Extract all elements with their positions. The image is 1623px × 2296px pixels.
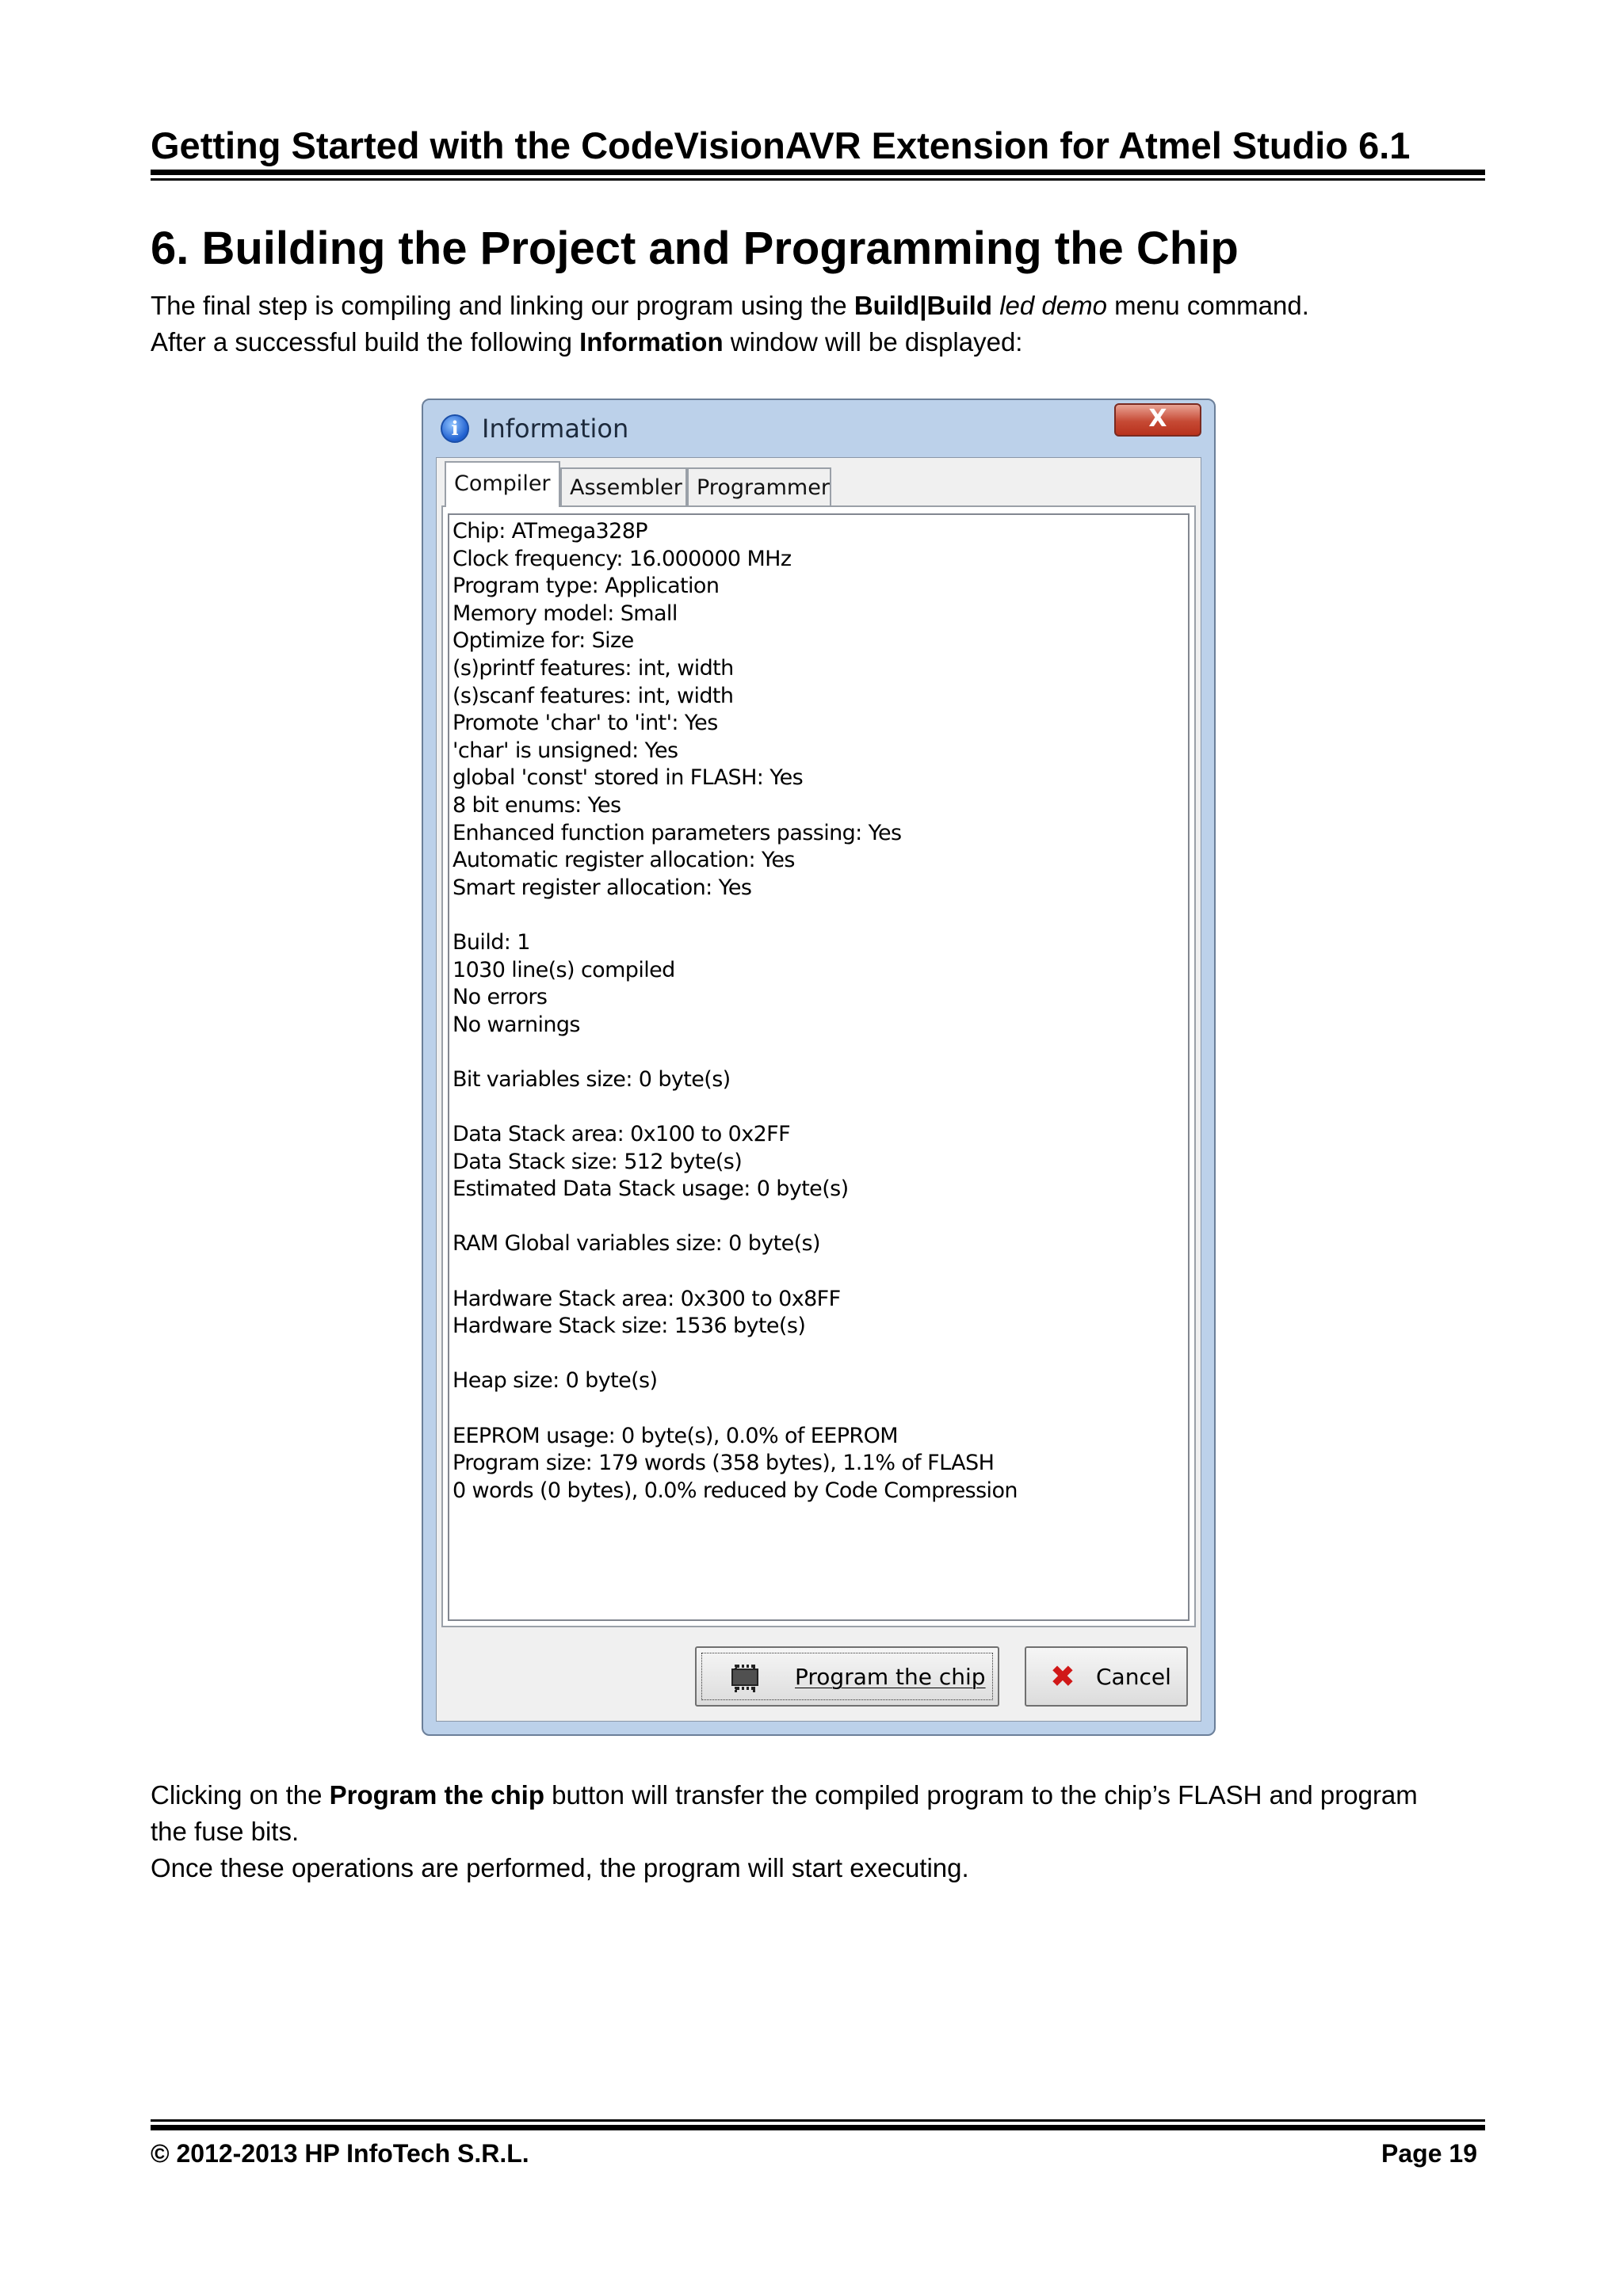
dialog-titlebar[interactable] [423, 400, 1214, 456]
footer-copyright: © 2012-2013 HP InfoTech S.R.L. [151, 2139, 529, 2168]
dialog-body [436, 457, 1201, 1722]
footer-page-number: Page 19 [1381, 2139, 1477, 2168]
build-info-line: 'char' is unsigned: Yes [453, 738, 678, 763]
program-chip-label: Program the chip [795, 1664, 986, 1690]
cancel-x-icon: ✖ [1050, 1659, 1075, 1694]
build-info-line: 8 bit enums: Yes [453, 792, 621, 818]
build-info-line: Smart register allocation: Yes [453, 875, 752, 900]
build-info-line: Estimated Data Stack usage: 0 byte(s) [453, 1177, 849, 1202]
build-info-line: Optimize for: Size [453, 628, 634, 654]
tab-compiler[interactable]: Compiler [445, 461, 560, 507]
close-button[interactable]: X [1114, 403, 1201, 437]
build-info-line [453, 1039, 1185, 1066]
cancel-button[interactable] [1025, 1646, 1188, 1707]
intro-line-1: The final step is compiling and linking our program using the Build|Build led demo menu command. [151, 291, 1309, 320]
program-chip-button[interactable] [695, 1646, 999, 1707]
build-info-line: 1030 line(s) compiled [453, 957, 675, 982]
outro-paragraph [151, 1777, 1490, 1886]
build-info-line: Program size: 179 words (358 bytes), 1.1% of FLASH [453, 1451, 995, 1476]
build-info-textbox[interactable] [448, 513, 1190, 1621]
build-info-line: Promote 'char' to 'int': Yes [453, 711, 718, 736]
build-info-line: EEPROM usage: 0 byte(s), 0.0% of EEPROM [453, 1423, 898, 1448]
footer-rule [151, 2119, 1485, 2122]
section-title: 6. Building the Project and Programming the Chip [151, 223, 1239, 274]
build-info-line: Chip: ATmega328P [453, 519, 647, 543]
tab-assembler[interactable]: Assembler [560, 467, 687, 507]
build-info-line [453, 902, 1185, 929]
build-info-line: Memory model: Small [453, 601, 678, 626]
footer-rule-thick [151, 2125, 1485, 2130]
build-info-line [453, 1203, 1185, 1231]
build-info-line: Data Stack size: 512 byte(s) [453, 1149, 743, 1174]
build-info-line: Bit variables size: 0 byte(s) [453, 1066, 731, 1092]
build-info-line: No errors [453, 985, 548, 1010]
build-info-line: global 'const' stored in FLASH: Yes [453, 765, 804, 791]
intro-line-2: After a successful build the following Information window will be displayed: [151, 327, 1023, 357]
build-info-line: No warnings [453, 1012, 580, 1037]
header-rule [151, 170, 1485, 175]
build-info-line: Heap size: 0 byte(s) [453, 1368, 658, 1394]
information-dialog [422, 399, 1216, 1736]
cancel-label: Cancel [1096, 1664, 1171, 1690]
build-info-line: Program type: Application [453, 574, 720, 599]
build-info-line: 0 words (0 bytes), 0.0% reduced by Code Compression [453, 1478, 1018, 1503]
build-info-line [453, 1093, 1185, 1121]
outro-line-3: Once these operations are performed, the program will start executing. [151, 1853, 969, 1882]
compiler-tab-panel [441, 505, 1196, 1627]
outro-line-1: Clicking on the Program the chip button will transfer the compiled program to the chip’s FLASH and program [151, 1780, 1418, 1810]
info-icon: i [441, 414, 469, 443]
build-info-line: Build: 1 [453, 929, 530, 955]
build-info-line: (s)scanf features: int, width [453, 683, 734, 708]
build-info-line: Hardware Stack size: 1536 byte(s) [453, 1314, 806, 1339]
build-info-line: Enhanced function parameters passing: Yes [453, 820, 902, 845]
dialog-title: Information [482, 414, 629, 444]
build-info-line: Automatic register allocation: Yes [453, 848, 795, 873]
intro-paragraph [151, 288, 1490, 360]
chip-icon [731, 1669, 758, 1686]
document-header-title: Getting Started with the CodeVisionAVR Extension for Atmel Studio 6.1 [151, 124, 1411, 166]
build-info-line: Clock frequency: 16.000000 MHz [453, 546, 792, 571]
outro-line-2: the fuse bits. [151, 1817, 300, 1846]
build-info-line: Hardware Stack area: 0x300 to 0x8FF [453, 1286, 841, 1311]
header-rule-thin [151, 178, 1485, 181]
build-info-line: RAM Global variables size: 0 byte(s) [453, 1231, 820, 1257]
build-info-line [453, 1395, 1185, 1423]
build-info-line [453, 1258, 1185, 1286]
build-info-line: (s)printf features: int, width [453, 655, 734, 681]
build-info-line [453, 1341, 1185, 1368]
tab-programmer[interactable]: Programmer [687, 467, 831, 507]
build-info-line: Data Stack area: 0x100 to 0x2FF [453, 1122, 791, 1147]
